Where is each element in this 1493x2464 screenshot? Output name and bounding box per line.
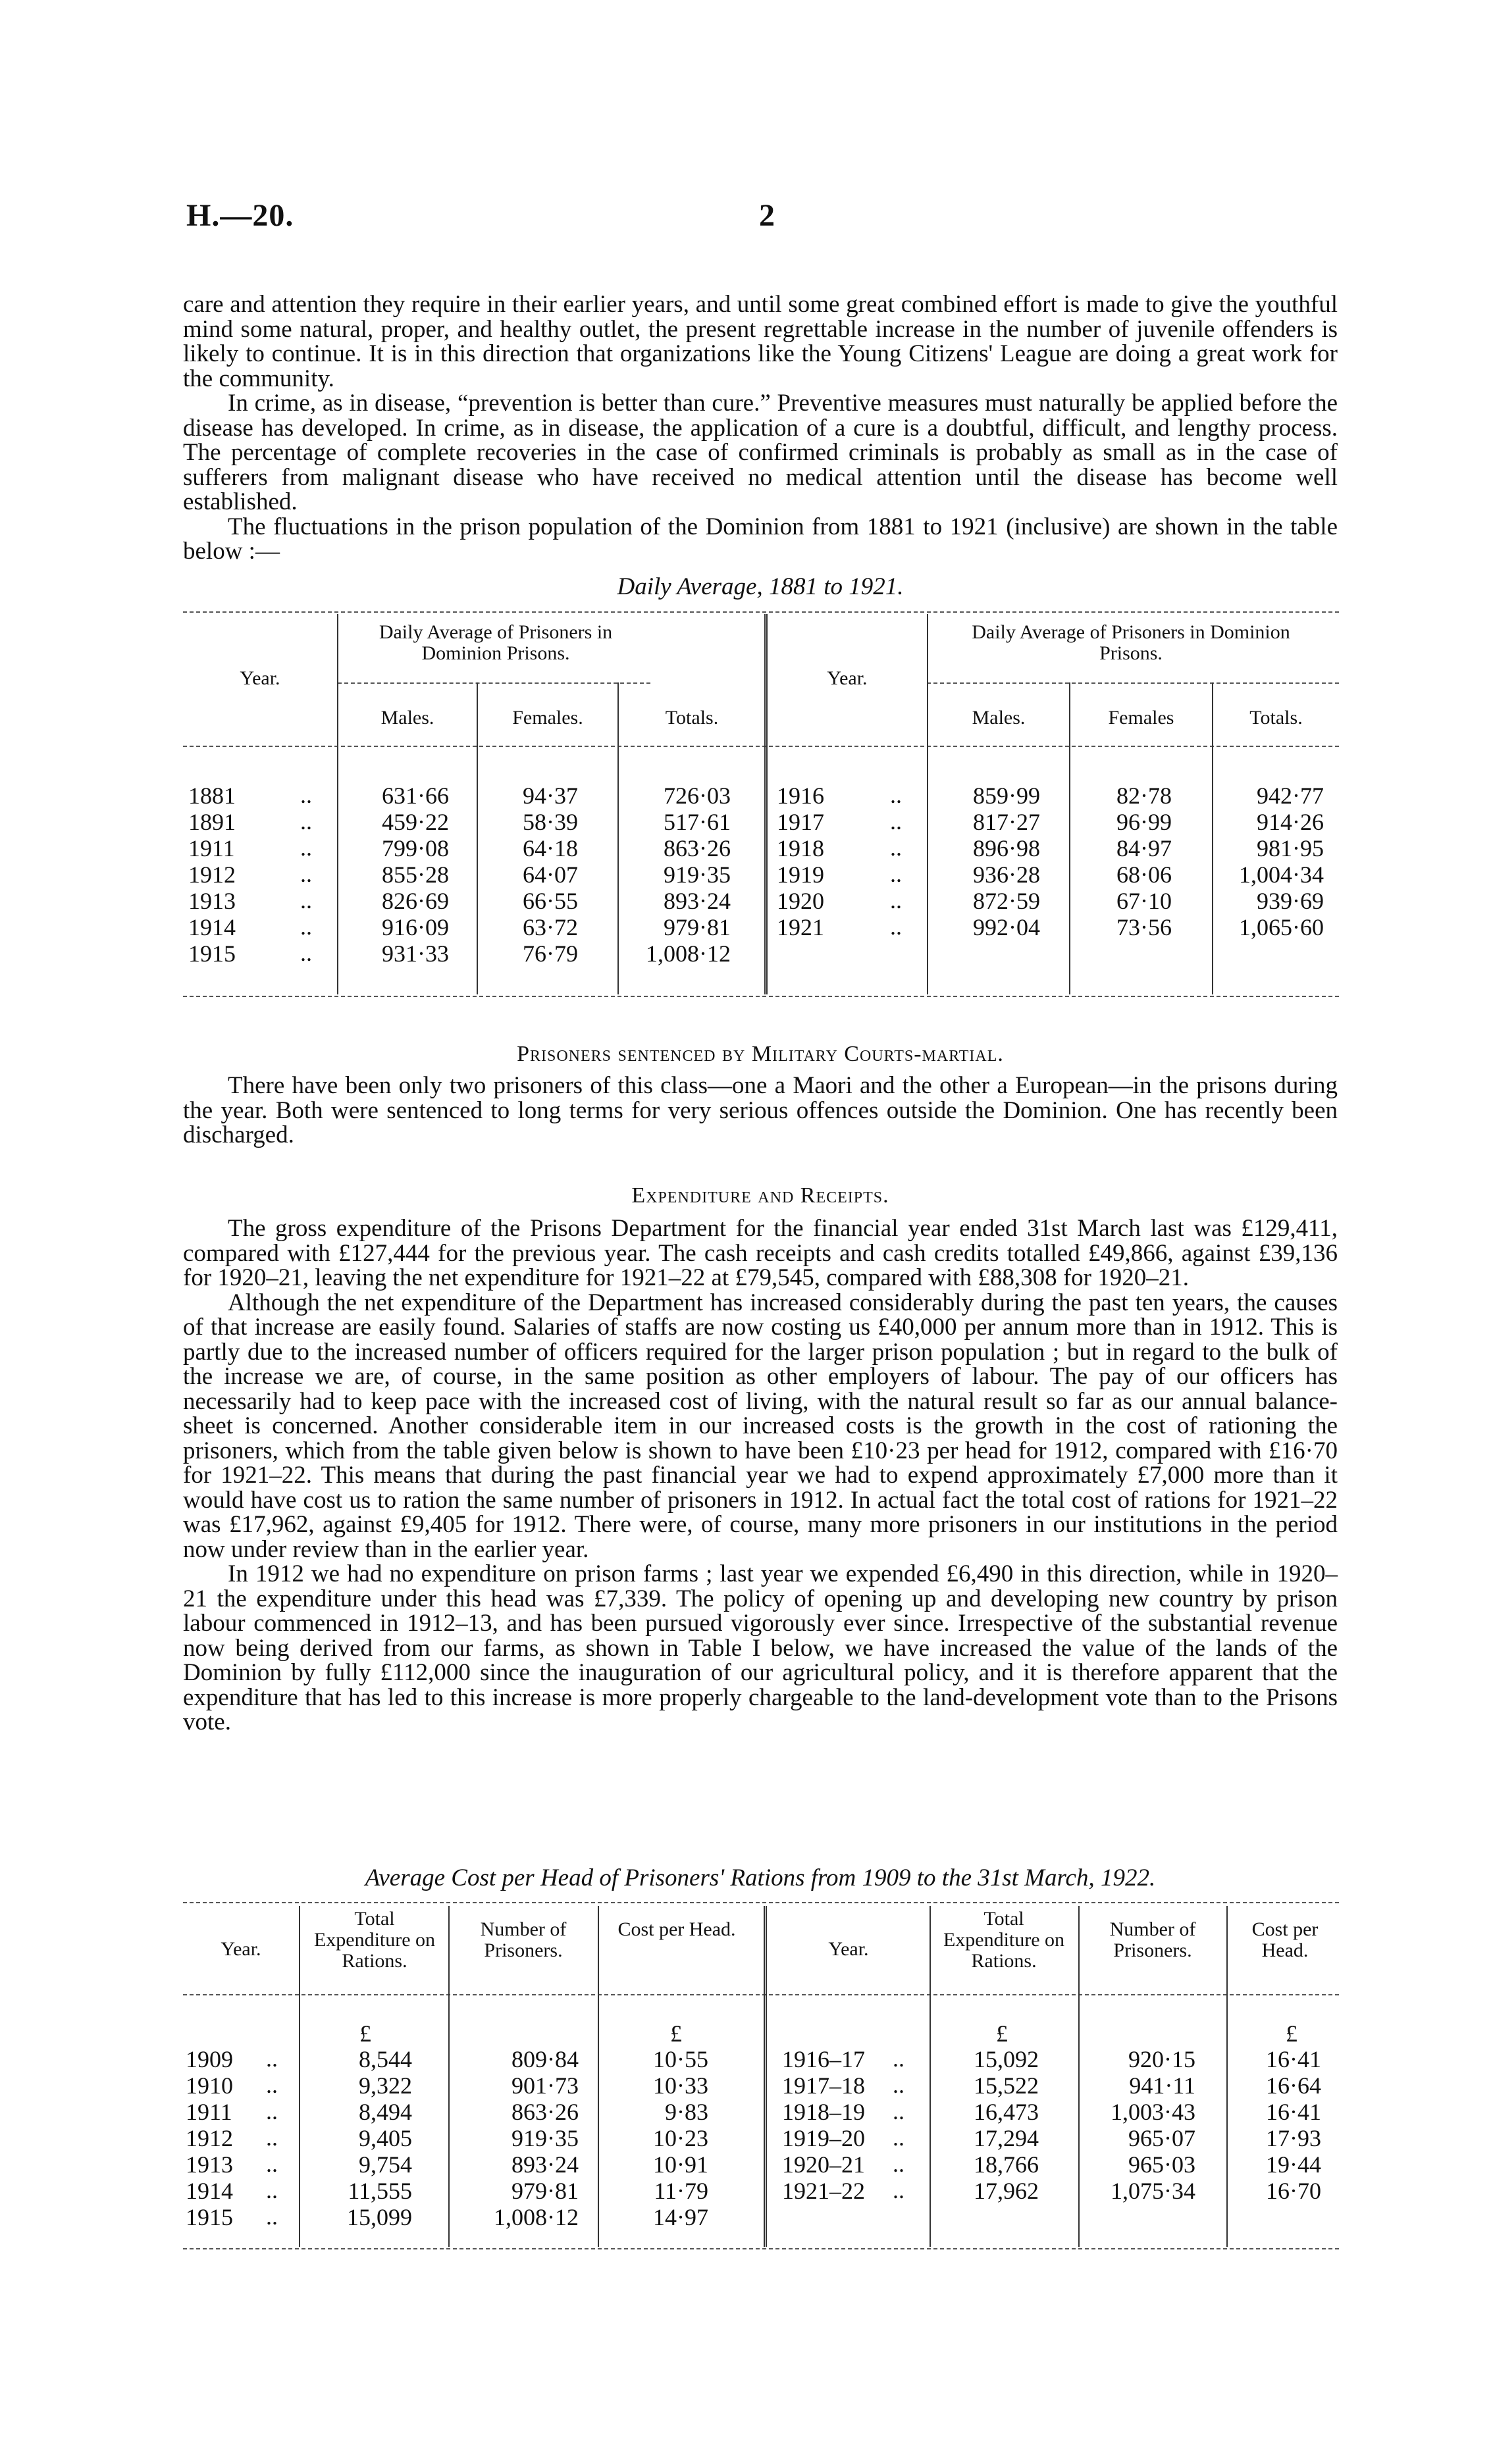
unit-pound: £ — [359, 2020, 371, 2047]
header-number-of-prisoners: Number of Prisoners. — [1109, 1918, 1196, 1961]
unit-pound: £ — [670, 2020, 682, 2047]
paragraph: In crime, as in disease, “prevention is better than cure.” Preventive measures must naturally be applied before the disease has developed. In crime, as in disease, the application of a cure is a doubtful, difficult, and lengthy process. The percentage of complete recoveries in the case of confirmed criminals is probably as small as in the case of sufferers from malignant disease who have received no medical attention until the disease has become well established. — [183, 390, 1338, 515]
unit-pound: £ — [1286, 2020, 1297, 2047]
table-top-rule — [183, 1902, 1339, 1903]
section-heading-expenditure: Expenditure and Receipts. — [631, 1183, 889, 1208]
paragraph: care and attention they require in their earlier years, and until some great combined effort is made to give the youthful mind some natural, proper, and healthy outlet, the present regrettable increase in the number of juvenile offenders is likely to continue. It is in this direction that organizations like the Young Citizens' League are doing a great work for the community. — [183, 291, 1338, 392]
unit-pound: £ — [996, 2020, 1008, 2047]
header-year: Year. — [221, 1938, 261, 1960]
intro-text — [183, 292, 1338, 564]
group-header-rule — [338, 682, 650, 684]
paragraph: The fluctuations in the prison population of the Dominion from 1881 to 1921 (inclusive) are shown in the table below :— — [183, 513, 1338, 565]
header-cost-per-head: Cost per Head. — [1251, 1918, 1319, 1961]
document-code: H.—20. — [186, 198, 294, 233]
rations-table: Year. Total Expenditure on Rations. Number of Prisoners. Cost per Head. Year. Total Expenditure on Rations. Number of Prisoners. Cost per Head. £ £ £ £ 1909 .. 8,544 809·84 10·55 1910 .. 9,322 901·73 10·33 1911 .. 8,494 863·26 9·83 1912 .. 9,405 919·35 10·23 1913 .. 9,754 893·24 10·91 1914 .. 11,555 979·81 11·79 1915 .. 15,099 1,008·12 14·97 1916–17 .. 15,092 920·15 16·41 1917–18 .. 15,522 941·11 16·64 1918–19 .. 16,473 1,003·43 16·41 1919–20 .. 17,294 965·07 17·93 1920–21 .. 18,766 965·03 19·44 1921–22 .. 17,962 1,075·34 16·70 — [183, 1899, 1339, 2255]
paragraph: Although the net expenditure of the Department has increased considerably during the past ten years, the causes of that increase are easily found. Salaries of staffs are now costing us £40,000 per annum more than in 1912. This is partly due to the increased number of officers required for the larger prison population ; but in regard to the bulk of the increase we are, of course, in the same position as other employers of labour. The pay of our officers has necessarily had to keep pace with the increased cost of living, with the natural result so far as our annual balance-sheet is concerned. Another considerable item in our increased costs is the growth in the cost of rationing the prisoners, which from the table given below is shown to have been £10·23 per head for 1912, compared with £16·70 for 1921–22. This means that during the past financial year we had to expend approximately £7,000 more than it would have cost us to ration the same number of prisoners in 1912. In actual fact the total cost of rations for 1921–22 was £17,962, against £9,405 for 1912. There were, of course, many more prisoners in our institutions in the period now under review than in the earlier year. — [183, 1289, 1338, 1563]
table-caption-daily-average: Daily Average, 1881 to 1921. — [617, 573, 904, 600]
running-head — [186, 197, 1338, 237]
header-number-of-prisoners: Number of Prisoners. — [480, 1918, 567, 1961]
header-group: Daily Average of Prisoners in Dominion Prisons. — [379, 621, 613, 664]
header-year: Year. — [827, 667, 868, 689]
daily-average-table: Year. Daily Average of Prisoners in Dominion Prisons. Males. Females. Totals. Year. Daily Average of Prisoners in Dominion Prisons. Males. Females Totals. 1881 .. 631·66 94·37 726·03 1891 .. 459·22 58·39 517·61 1911 .. 799·08 64·18 863·26 1912 .. 855·28 64·07 919·35 1913 .. 826·69 66·55 893·24 1914 .. 916·09 63·72 979·81 1915 .. 931·33 76·79 1,008·12 1916 .. 859·99 82·78 942·77 1917 .. 817·27 96·99 914·26 1918 .. 896·98 84·97 981·95 1919 .. 936·28 68·06 1,004·34 1920 .. 872·59 67·10 939·69 1921 .. 992·04 73·56 1,065·60 — [183, 609, 1339, 1004]
column-divider-double — [764, 1906, 767, 2247]
paragraph: In 1912 we had no expenditure on prison farms ; last year we expended £6,490 in this direction, while in 1920–21 the expenditure under this head was £7,339. The policy of opening up and developing new country by prison labour commenced in 1912–13, and has been pursued vigorously ever since. Irrespective of the substantial revenue now being derived from our farms, as shown in Table I below, we have increased the value of the lands of the Dominion by fully £112,000 since the inauguration of our agricultural policy, and it is therefore apparent that the expenditure that has led to this increase is more properly chargeable to the land-development vote than to the Prisons vote. — [183, 1560, 1338, 1735]
header-females: Females — [1108, 707, 1174, 729]
paragraph: The gross expenditure of the Prisons Department for the financial year ended 31st March last was £129,411, compared with £127,444 for the previous year. The cash receipts and cash credits totalled £49,866, against £39,136 for 1920–21, leaving the net expenditure for 1921–22 at £79,545, compared with £88,308 for 1920–21. — [183, 1215, 1338, 1291]
header-year: Year. — [828, 1938, 869, 1960]
header-year: Year. — [240, 667, 280, 689]
table-bottom-rule — [183, 2248, 1339, 2249]
group-header-rule — [927, 682, 1339, 684]
header-totals: Totals. — [665, 707, 719, 729]
header-females: Females. — [512, 707, 583, 729]
header-totals: Totals. — [1249, 707, 1303, 729]
header-males: Males. — [972, 707, 1026, 729]
paragraph: There have been only two prisoners of this class—one a Maori and the other a European—in the prisons during the year. Both were sentenced to long terms for very serious offences outside the Dominion. One has recently been discharged. — [183, 1072, 1338, 1148]
header-cost-per-head: Cost per Head. — [617, 1918, 736, 1940]
page-number: 2 — [759, 198, 775, 233]
header-group: Daily Average of Prisoners in Dominion Prisons. — [972, 621, 1290, 664]
expenditure-text — [183, 1216, 1338, 1735]
header-total-expenditure: Total Expenditure on Rations. — [943, 1908, 1065, 1972]
courts-martial-text — [183, 1073, 1338, 1148]
table-header-rule — [183, 1994, 1339, 1995]
table-header-rule — [183, 746, 1339, 747]
section-heading-courts-martial: Prisoners sentenced by Military Courts-martial. — [517, 1042, 1004, 1066]
header-total-expenditure: Total Expenditure on Rations. — [313, 1908, 436, 1972]
table-caption-rations: Average Cost per Head of Prisoners' Rations from 1909 to the 31st March, 1922. — [365, 1864, 1156, 1891]
table-bottom-rule — [183, 996, 1339, 997]
header-males: Males. — [380, 707, 434, 729]
table-top-rule — [183, 611, 1339, 613]
